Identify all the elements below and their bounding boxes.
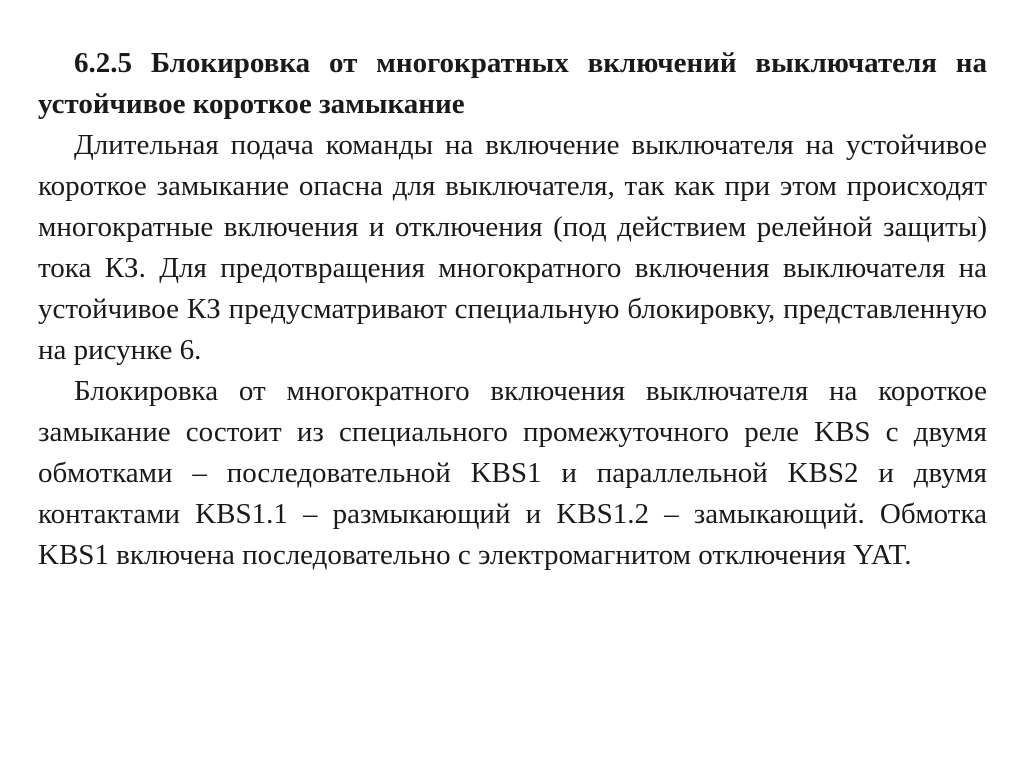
document-page <box>38 43 987 576</box>
paragraph-long-command-danger: Длительная подача команды на включение выключателя на устойчивое короткое замыкание опасна для выключателя, так как при этом происходят многократные включения и отключения (под действием релейной защиты) тока КЗ. Для предотвращения многократного включения выключателя на устойчивое КЗ предусматривают специальную блокировку, представленную на рисунке 6. <box>38 129 987 366</box>
section-heading: 6.2.5 Блокировка от многократных включений выключателя на устойчивое короткое замыкание <box>38 47 987 120</box>
paragraph-relay-composition: Блокировка от многократного включения выключателя на короткое замыкание состоит из специального промежуточного реле KBS с двумя обмотками – последовательной KBS1 и параллельной KBS2 и двумя контактами KBS1.1 – размыкающий и KBS1.2 – замыкающий. Обмотка KBS1 включена последовательно с электромагнитом отключения YAT. <box>38 375 987 571</box>
